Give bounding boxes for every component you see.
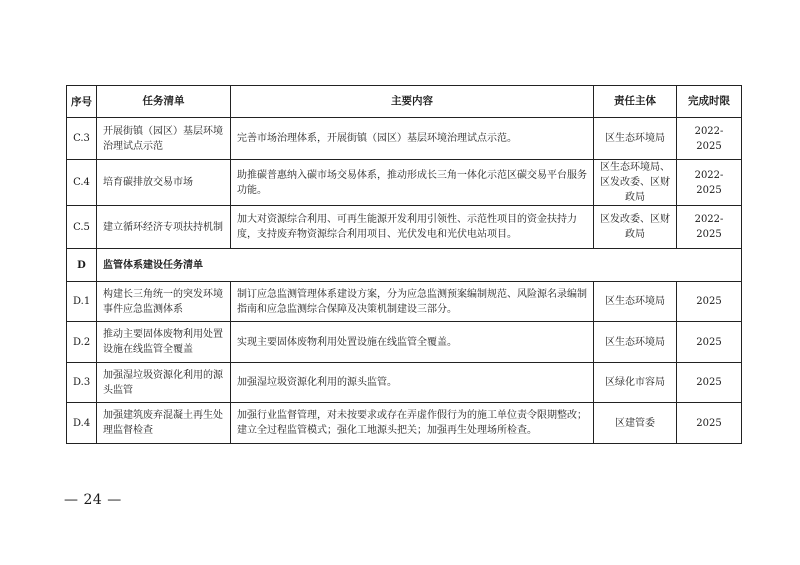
section-id: D (67, 249, 97, 282)
row-id: C.3 (67, 118, 97, 160)
row-content: 加大对资源综合利用、可再生能源开发利用引领性、示范性项目的资金扶持力度，支持废弃物资源综合利用项目、光伏发电和光伏电站项目。 (231, 206, 594, 249)
row-owner: 区绿化市容局 (594, 363, 677, 403)
table-row (67, 118, 742, 160)
row-time: 2025 (677, 363, 742, 403)
row-time: 2025 (677, 282, 742, 322)
row-content: 助推碳普惠纳入碳市场交易体系，推动形成长三角一体化示范区碳交易平台服务功能。 (231, 160, 594, 206)
row-owner: 区建管委 (594, 403, 677, 444)
row-owner: 区发改委、区财政局 (594, 206, 677, 249)
row-time: 2022-2025 (677, 206, 742, 249)
row-task: 加强湿垃圾资源化利用的源头监管 (97, 363, 231, 403)
row-task: 培育碳排放交易市场 (97, 160, 231, 206)
row-owner: 区生态环境局 (594, 322, 677, 363)
row-owner: 区生态环境局、区发改委、区财政局 (594, 160, 677, 206)
table-row (67, 363, 742, 403)
section-row (67, 249, 742, 282)
table-row (67, 403, 742, 444)
row-id: C.4 (67, 160, 97, 206)
row-id: D.1 (67, 282, 97, 322)
row-id: D.4 (67, 403, 97, 444)
row-owner: 区生态环境局 (594, 282, 677, 322)
table-row (67, 322, 742, 363)
row-id: C.5 (67, 206, 97, 249)
row-content: 实现主要固体废物利用处置设施在线监管全覆盖。 (231, 322, 594, 363)
row-content: 制订应急监测管理体系建设方案，分为应急监测预案编制规范、风险源名录编制指南和应急监测综合保障及决策机制建设三部分。 (231, 282, 594, 322)
table-row (67, 282, 742, 322)
header-owner: 责任主体 (594, 86, 677, 118)
row-task: 构建长三角统一的突发环境事件应急监测体系 (97, 282, 231, 322)
header-content: 主要内容 (231, 86, 594, 118)
page-number: — 24 — (64, 492, 122, 508)
task-table (66, 85, 742, 444)
header-task: 任务清单 (97, 86, 231, 118)
row-task: 开展街镇（园区）基层环境治理试点示范 (97, 118, 231, 160)
row-owner: 区生态环境局 (594, 118, 677, 160)
header-id: 序号 (67, 86, 97, 118)
row-task: 建立循环经济专项扶持机制 (97, 206, 231, 249)
section-title: 监管体系建设任务清单 (97, 249, 742, 282)
row-time: 2022-2025 (677, 118, 742, 160)
row-content: 加强行业监督管理，对未按要求或存在弄虚作假行为的施工单位责令限期整改；建立全过程监管模式；强化工地源头把关；加强再生处理场所检查。 (231, 403, 594, 444)
row-time: 2025 (677, 403, 742, 444)
table-row (67, 160, 742, 206)
row-task: 推动主要固体废物利用处置设施在线监管全覆盖 (97, 322, 231, 363)
row-id: D.3 (67, 363, 97, 403)
header-time: 完成时限 (677, 86, 742, 118)
table-row (67, 206, 742, 249)
row-content: 加强湿垃圾资源化利用的源头监管。 (231, 363, 594, 403)
row-time: 2025 (677, 322, 742, 363)
table-header-row (67, 86, 742, 118)
row-task: 加强建筑废弃混凝土再生处理监督检查 (97, 403, 231, 444)
row-content: 完善市场治理体系，开展街镇（园区）基层环境治理试点示范。 (231, 118, 594, 160)
row-time: 2022-2025 (677, 160, 742, 206)
row-id: D.2 (67, 322, 97, 363)
